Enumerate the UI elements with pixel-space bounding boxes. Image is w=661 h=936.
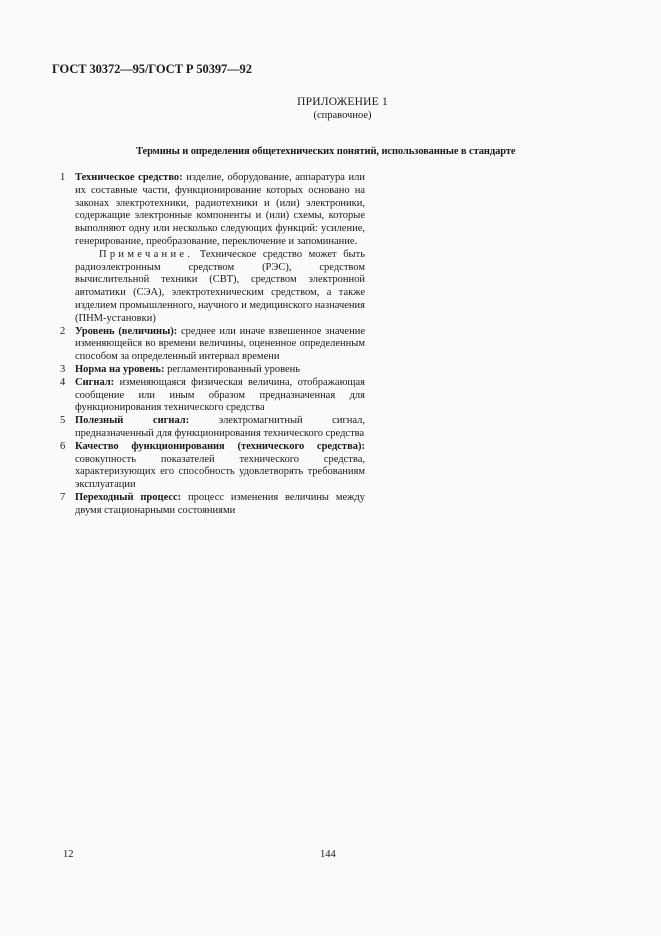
term-item — [60, 377, 365, 415]
term-item — [60, 172, 365, 249]
appendix-title: ПРИЛОЖЕНИЕ 1 — [297, 96, 388, 108]
term-number: 4 — [60, 376, 66, 388]
term-name: Уровень (величины): — [75, 325, 178, 337]
term-note — [60, 249, 365, 326]
term-number: 6 — [60, 440, 66, 452]
term-definition: изделие, оборудование, аппаратура или их составные части, функционирование которых основано на законах электротехники, радиотехники и (или) электроники, содержащие электронные компоненты и (или) схемы, которые выполняют одну или несколько следующих функций: усиление, генерирование, преобразование, переключение и запоминание. — [75, 172, 365, 247]
term-number: 5 — [60, 415, 66, 427]
term-item — [60, 326, 365, 364]
section-title: Термины и определения общетехнических понятий, использованные в стандарте — [136, 146, 516, 157]
term-name: Техническое средство: — [75, 172, 183, 183]
note-label: Примечание. — [99, 248, 194, 260]
term-item — [60, 492, 365, 518]
appendix-heading — [0, 95, 661, 123]
term-item — [60, 441, 365, 492]
term-name: Переходный процесс: — [75, 491, 182, 503]
term-name: Полезный сигнал: — [75, 415, 190, 427]
term-number: 2 — [60, 325, 66, 337]
term-definition: среднее или иначе взвешенное значение изменяющейся во времени величины, оцененное определенным способом за определенный интервал времени — [75, 325, 365, 363]
term-definition: электромагнитный сигнал, предназначенный для функционирования технического средства — [75, 415, 366, 439]
term-number: 7 — [60, 491, 66, 503]
term-number: 3 — [60, 363, 66, 375]
appendix-subtitle: (справочное) — [313, 110, 372, 121]
term-name: Норма на уровень: — [75, 363, 165, 375]
term-item — [60, 364, 365, 377]
term-definition: изменяющаяся физическая величина, отображающая сообщение или иным образом предназначенная для функционирования технического средства — [75, 376, 365, 414]
page-number-left: 12 — [63, 849, 74, 860]
term-definition: регламентированный уровень — [164, 363, 301, 375]
page-number-center: 144 — [320, 849, 336, 860]
terms-list — [60, 172, 365, 518]
term-definition: процесс изменения величины между двумя стационарными состояниями — [75, 491, 365, 516]
term-number: 1 — [60, 172, 66, 183]
note-text: Техническое средство может быть радиоэлектронным средством (РЭС), средством вычислительной техники (СВТ), средством электронной автоматики (СЭА), электротехническим средством, а также изделием промышленного, научного и медицинского назначения (ПНМ-установки) — [75, 248, 365, 324]
term-item — [60, 415, 365, 441]
term-name: Качество функционирования (технического средства): — [75, 440, 365, 452]
term-name: Сигнал: — [75, 376, 115, 388]
term-definition: совокупность показателей технического средства, характеризующих его способность удовлетворять требованиям эксплуатации — [75, 453, 365, 491]
standard-header: ГОСТ 30372—95/ГОСТ Р 50397—92 — [52, 62, 252, 76]
